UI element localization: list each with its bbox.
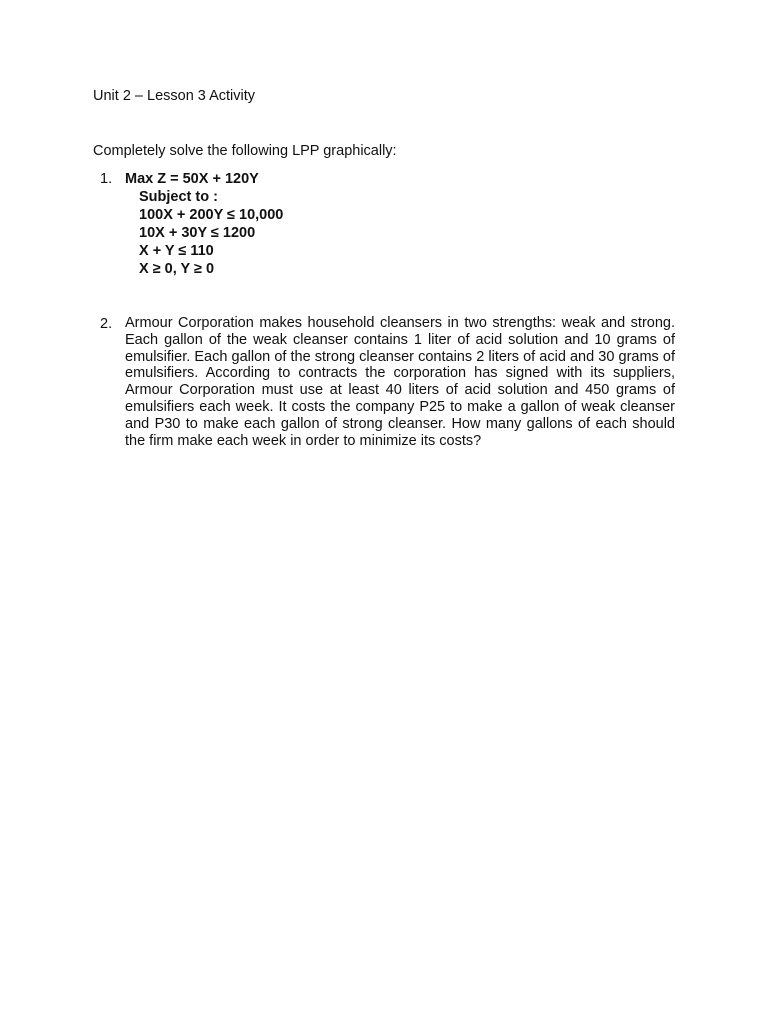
objective-function: Max Z = 50X + 120Y [125, 171, 259, 187]
constraint-1: 100X + 200Y ≤ 10,000 [139, 207, 284, 223]
constraint-3: X + Y ≤ 110 [139, 243, 214, 259]
non-negativity-constraint: X ≥ 0, Y ≥ 0 [139, 261, 215, 277]
problem-1-formulation [125, 170, 283, 278]
instruction-text: Completely solve the following LPP graphically: [93, 143, 397, 159]
document-title: Unit 2 – Lesson 3 Activity [93, 88, 255, 104]
problem-2-text: Armour Corporation makes household cleansers in two strengths: weak and strong. Each gallon of the weak cleanser contains 1 liter of acid solution and 10 grams of emulsifier. Each gallon of the strong cleanser contains 2 liters of acid and 30 grams of emulsifiers. According to contracts the corporation has signed with its suppliers, Armour Corporation must use at least 40 liters of acid solution and 450 grams of emulsifiers each week. It costs the company P25 to make a gallon of weak cleanser and P30 to make each gallon of strong cleanser. How many gallons of each should the firm make each week in order to minimize its costs? [125, 315, 675, 449]
subject-to-label: Subject to : [139, 189, 218, 205]
constraint-2: 10X + 30Y ≤ 1200 [139, 225, 256, 241]
problem-2-number: 2. [100, 316, 113, 332]
problem-1-number: 1. [100, 171, 113, 187]
